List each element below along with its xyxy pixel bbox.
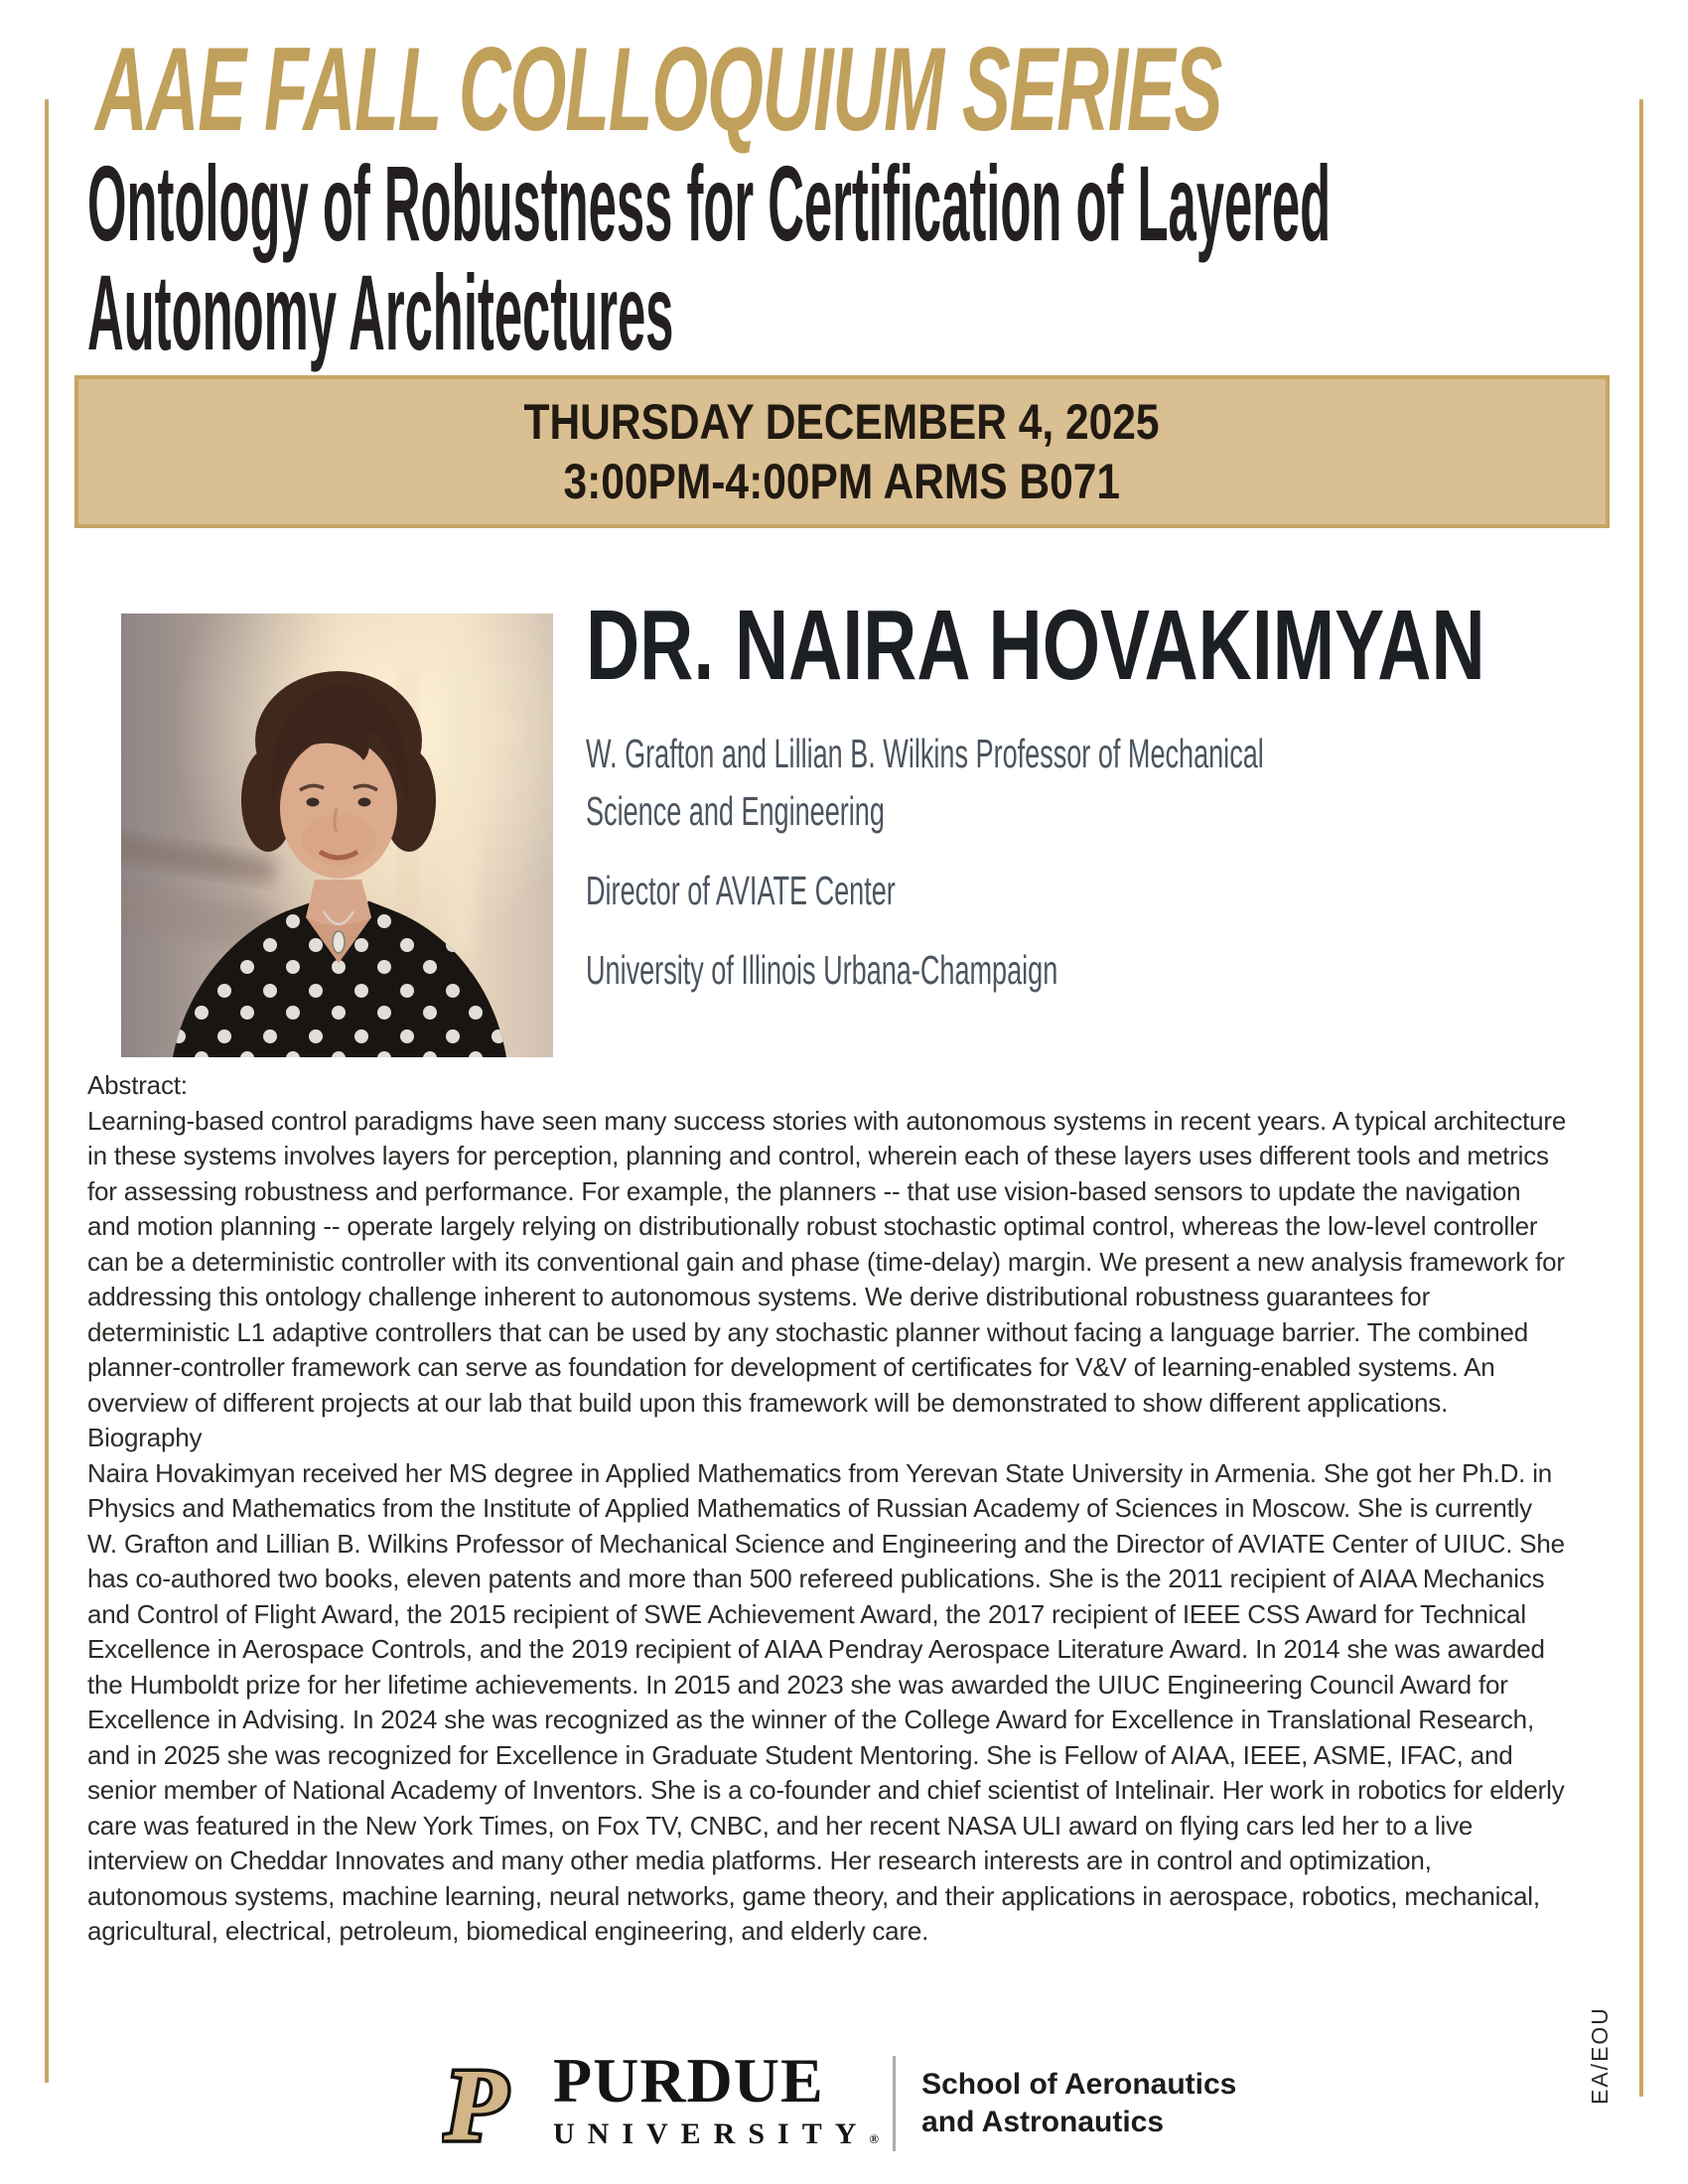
biography-label: Biography — [87, 1423, 203, 1452]
purdue-wordmark — [553, 2045, 880, 2155]
purdue-p-icon — [442, 2052, 533, 2155]
speaker-photo — [121, 614, 553, 1057]
event-time-location: 3:00PM-4:00PM ARMS B071 — [563, 454, 1121, 509]
talk-title-line-2: Autonomy Architectures — [87, 252, 674, 372]
purdue-p-letter: P — [444, 2051, 507, 2155]
ea-eou-text: EA/EOU — [1587, 2006, 1613, 2105]
school-name-line-1: School of Aeronautics — [921, 2067, 1237, 2101]
abstract-body: Learning-based control paradigms have seen many success stories with autonomous systems in recent years. A typical architecture in these systems involves layers for perception, planning and control, wherein each of these layers uses different tools and metrics for assessing robustness and performance. For example, the planners -- that use vision-based sensors to update the navigation and motion planning -- operate largely relying on distributionally robust stochastic optimal control, whereas the low-level controller can be a deterministic controller with its conventional gain and phase (time-delay) margin. We present a new analysis framework for addressing this ontology challenge inherent to autonomous systems. We derive distributional robustness guarantees for deterministic L1 adaptive controllers that can be used by any stochastic planner without facing a language barrier. The combined planner-controller framework can serve as foundation for development of certificates for V&V of learning-enabled systems. An overview of different projects at our lab that build upon this framework will be demonstrated to show different applications. — [87, 1105, 1567, 1418]
speaker-title-line-2: Science and Engineering — [586, 788, 885, 834]
purdue-logo-lockup — [442, 2045, 1237, 2155]
speaker-role: Director of AVIATE Center — [586, 868, 896, 913]
purdue-word: PURDUE — [553, 2045, 824, 2116]
left-border-line — [45, 99, 49, 2083]
talk-title — [87, 143, 1332, 372]
university-word: UNIVERSITY® — [553, 2117, 880, 2150]
event-date: THURSDAY DECEMBER 4, 2025 — [523, 394, 1161, 450]
series-title: AAE FALL COLLOQUIUM SERIES — [95, 23, 1222, 156]
registered-trademark-symbol: ® — [869, 2131, 880, 2146]
school-name — [921, 2066, 1236, 2141]
school-name-line-2: and Astronautics — [921, 2105, 1165, 2138]
talk-title-line-1: Ontology of Robustness for Certification of Layered — [87, 143, 1332, 263]
speaker-affiliation: University of Illinois Urbana-Champaign — [586, 947, 1058, 993]
logo-divider — [893, 2056, 896, 2151]
speaker-portrait-illustration — [121, 614, 553, 1057]
speaker-title-line-1: W. Grafton and Lillian B. Wilkins Professor of Mechanical — [586, 731, 1264, 776]
speaker-name: DR. NAIRA HOVAKIMYAN — [586, 590, 1485, 701]
abstract-label: Abstract: — [87, 1070, 188, 1100]
right-border-line — [1639, 99, 1643, 2097]
event-banner — [74, 375, 1610, 528]
abstract-and-biography — [87, 1068, 1567, 1950]
speaker-info — [586, 590, 1688, 999]
biography-body: Naira Hovakimyan received her MS degree in Applied Mathematics from Yerevan State University in Armenia. She got her Ph.D. in Physics and Mathematics from the Institute of Applied Mathematics of Russian Academy of Sciences in Moscow. She is currently W. Grafton and Lillian B. Wilkins Professor of Mechanical Science and Engineering and the Director of AVIATE Center of UIUC. She has co-authored two books, eleven patents and more than 500 refereed publications. She is the 2011 recipient of AIAA Mechanics and Control of Flight Award, the 2015 recipient of SWE Achievement Award, the 2017 recipient of IEEE CSS Award for Technical Excellence in Aerospace Controls, and the 2019 recipient of AIAA Pendray Aerospace Literature Award. In 2014 she was awarded the Humboldt prize for her lifetime achievements. In 2015 and 2023 she was awarded the UIUC Engineering Council Award for Excellence in Advising. In 2024 she was recognized as the winner of the College Award for Excellence in Translational Research, and in 2025 she was recognized for Excellence in Graduate Student Mentoring. She is Fellow of AIAA, IEEE, ASME, IFAC, and senior member of National Academy of Inventors. She is a co-founder and chief scientist of Intelinair. Her work in robotics for elderly care was featured in the New York Times, on Fox TV, CNBC, and her recent NASA ULI award on flying cars led her to a live interview on Cheddar Innovates and many other media platforms. Her research interests are in control and optimization, autonomous systems, machine learning, neural networks, game theory, and their applications in aerospace, robotics, mechanical, agricultural, electrical, petroleum, biomedical engineering, and elderly care. — [87, 1457, 1565, 1946]
